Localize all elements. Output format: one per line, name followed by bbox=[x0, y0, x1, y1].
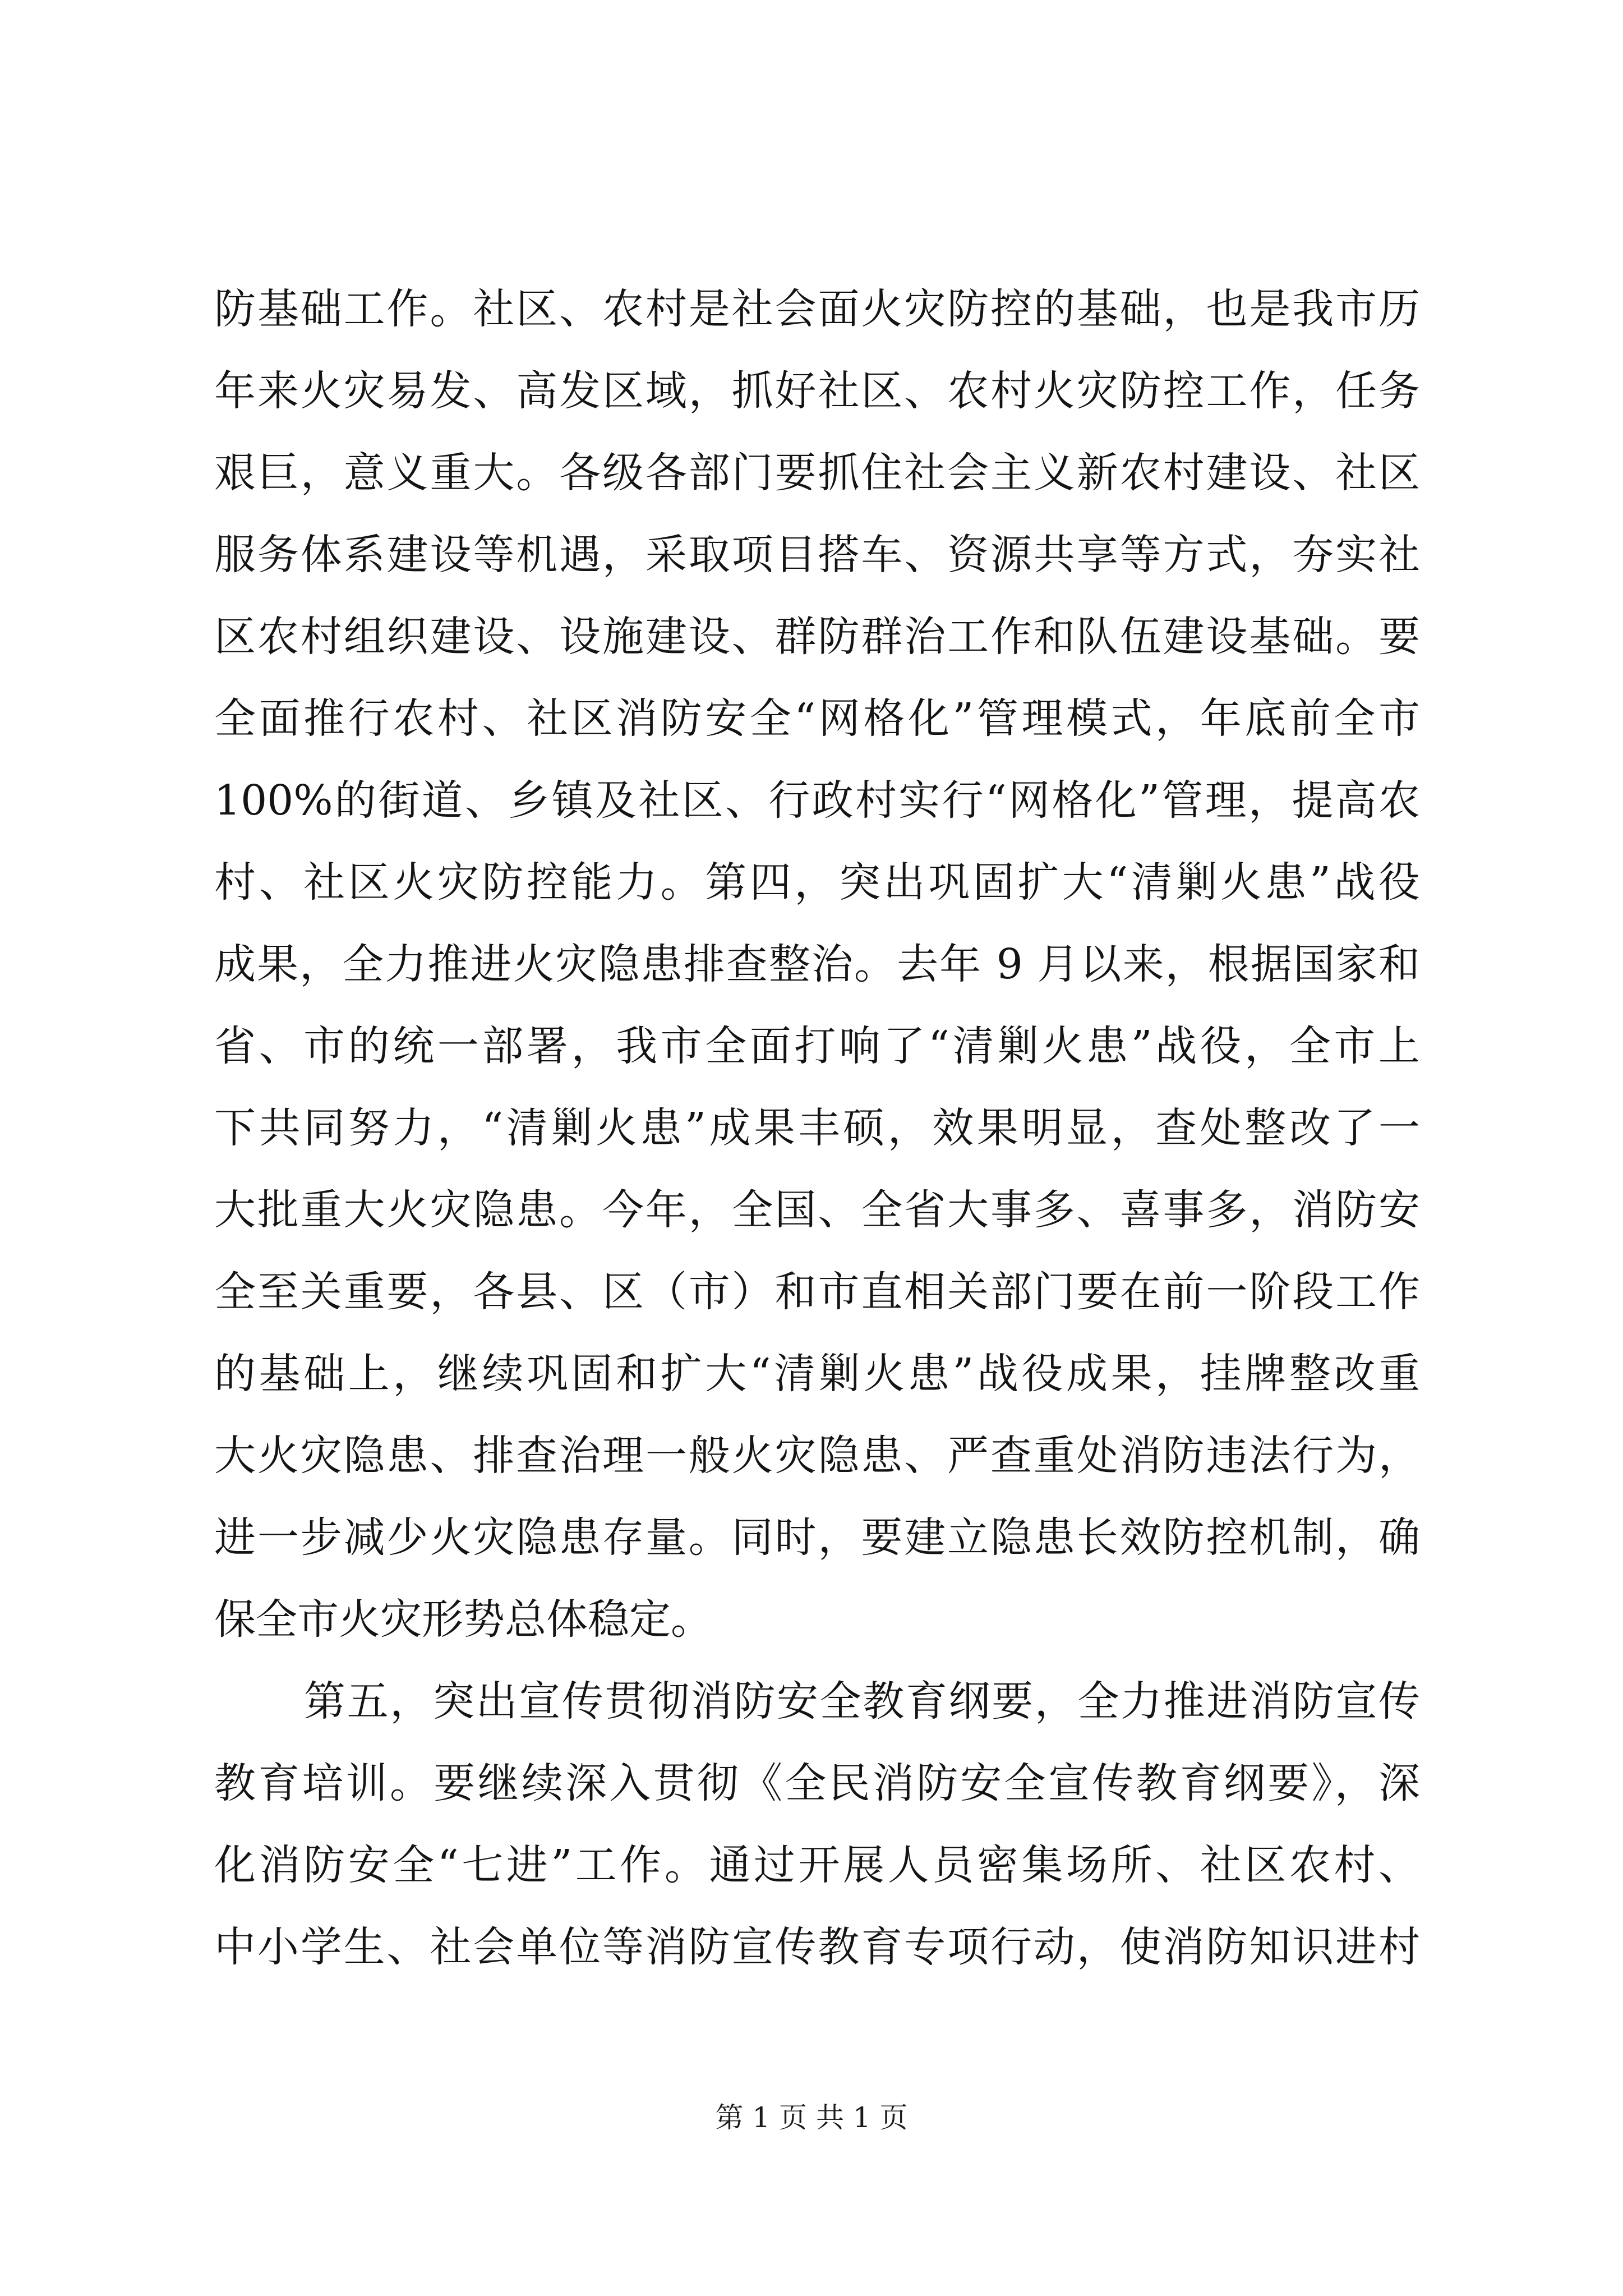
text-line: 中小学生、社会单位等消防宣传教育专项行动，使消防知识进村 bbox=[214, 1923, 1420, 1971]
text-line: 年来火灾易发、高发区域，抓好社区、农村火灾防控工作，任务 bbox=[214, 367, 1420, 415]
text-line: 成果，全力推进火灾隐患排查整治。去年 9 月以来，根据国家和 bbox=[214, 940, 1420, 988]
text-line: 教育培训。要继续深入贯彻《全民消防安全宣传教育纲要》，深 bbox=[214, 1759, 1420, 1807]
text-line: 保全市火灾形势总体稳定。 bbox=[214, 1595, 712, 1644]
text-line: 村、社区火灾防控能力。第四，突出巩固扩大“清剿火患”战役 bbox=[214, 858, 1420, 907]
text-line: 的基础上，继续巩固和扩大“清剿火患”战役成果，挂牌整改重 bbox=[214, 1350, 1420, 1398]
document-body bbox=[214, 268, 1420, 1988]
text-line: 服务体系建设等机遇，采取项目搭车、资源共享等方式，夯实社 bbox=[214, 531, 1420, 579]
text-line: 进一步减少火灾隐患存量。同时，要建立隐患长效防控机制，确 bbox=[214, 1513, 1420, 1562]
paragraph-first-line: 第五，突出宣传贯彻消防安全教育纲要，全力推进消防宣传 bbox=[304, 1677, 1420, 1726]
page-footer bbox=[0, 2098, 1623, 2137]
text-line: 化消防安全“七进”工作。通过开展人员密集场所、社区农村、 bbox=[214, 1841, 1420, 1889]
text-line: 全面推行农村、社区消防安全“网格化”管理模式，年底前全市 bbox=[214, 694, 1420, 743]
text-line: 防基础工作。社区、农村是社会面火灾防控的基础，也是我市历 bbox=[214, 285, 1420, 333]
text-line: 下共同努力，“清剿火患”成果丰硕，效果明显，查处整改了一 bbox=[214, 1104, 1420, 1152]
text-line: 100%的街道、乡镇及社区、行政村实行“网格化”管理，提高农 bbox=[214, 776, 1420, 825]
text-line: 区农村组织建设、设施建设、群防群治工作和队伍建设基础。要 bbox=[214, 613, 1420, 661]
text-line: 艰巨，意义重大。各级各部门要抓住社会主义新农村建设、社区 bbox=[214, 449, 1420, 497]
text-line: 大批重大火灾隐患。今年，全国、全省大事多、喜事多，消防安 bbox=[214, 1186, 1420, 1234]
text-line: 省、市的统一部署，我市全面打响了“清剿火患”战役，全市上 bbox=[214, 1022, 1420, 1070]
text-line: 全至关重要，各县、区（市）和市直相关部门要在前一阶段工作 bbox=[214, 1268, 1420, 1316]
page-number-label: 第 1 页 共 1 页 bbox=[715, 2101, 908, 2134]
text-line: 大火灾隐患、排查治理一般火灾隐患、严查重处消防违法行为， bbox=[214, 1432, 1420, 1480]
